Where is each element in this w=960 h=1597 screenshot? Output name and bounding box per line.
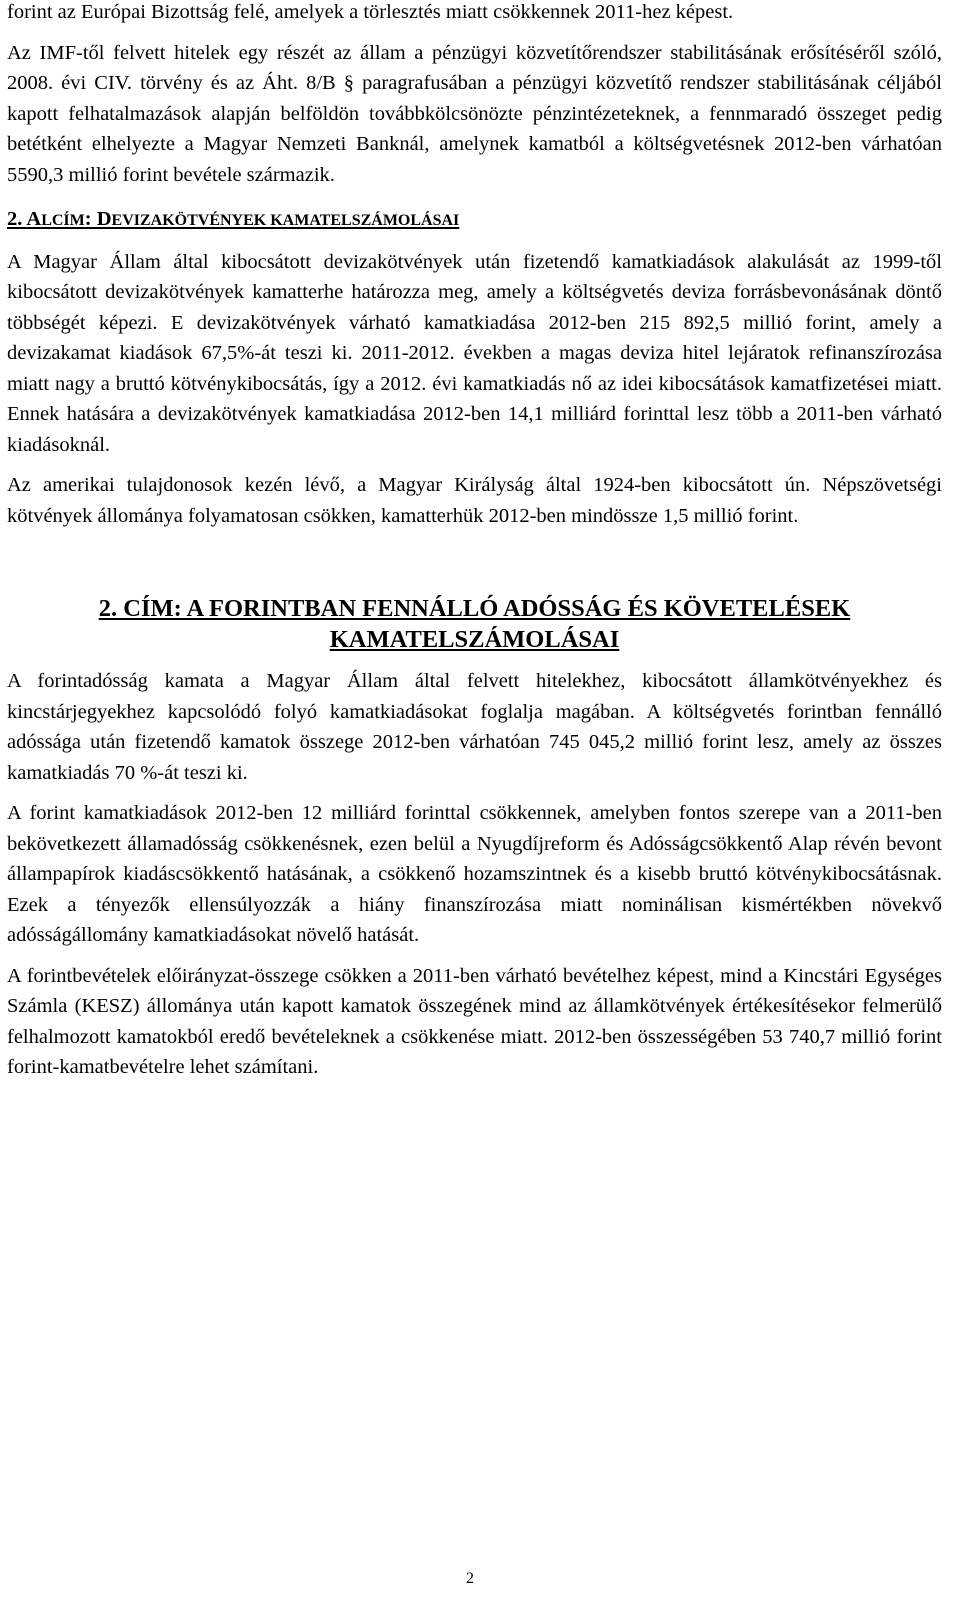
document-page xyxy=(7,0,942,1083)
paragraph-forint-kamatkiadasok: A forint kamatkiadások 2012-ben 12 milliárd forinttal csökkennek, amelyben fontos szerepe van a 2011-ben bekövetkezett államadósság csökkenésnek, ezen belül a Nyugdíjreform és Adósságcsökkentő Alap révén bevont állampapírok kiadáscsökkentő hatásának, a csökkenő hozamszintnek és a kisebb bruttó kötvénykibocsátásnak. Ezek a tényezők ellensúlyozzák a hiány finanszírozása miatt nominálisan kismértékben növekvő adósságállomány kamatkiadásokat növelő hatását. xyxy=(7,802,942,946)
subheading-part-d: : D xyxy=(84,208,112,230)
section-heading xyxy=(7,593,942,655)
subheading-part-lcim: LCÍM xyxy=(41,212,85,229)
paragraph-imf-loans: Az IMF-től felvett hitelek egy részét az állam a pénzügyi közvetítőrendszer stabilitásának erősítéséről szóló, 2008. évi CIV. törvény és az Áht. 8/B § paragrafusában a pénzügyi közvetítő rendszer stabilitásának céljából kapott felhatalmazások alapján belföldön továbbkölcsönözte pénzintézeteknek, a fennmaradó összeget pedig betétként elhelyezte a Magyar Nemzeti Banknál, amelynek kamatból a költségvetésnek 2012-ben várhatóan 5590,3 millió forint bevétele származik. xyxy=(7,41,942,186)
section-heading-line2: KAMATELSZÁMOLÁSAI xyxy=(329,626,620,653)
subheading-devizakotvenyek xyxy=(7,204,942,237)
page-number: 2 xyxy=(466,1570,474,1587)
paragraph-forintbevetelek: A forintbevételek előirányzat-összege csökken a 2011-ben várható bevételhez képest, mind a Kincstári Egységes Számla (KESZ) állománya után kapott kamatok összegének mind az államkötvények értékesítésekor felmerülő felhalmozott kamatokból eredő bevételeknek a csökkenése miatt. 2012-ben összességében 53 740,7 millió forint forint-kamatbevételre lehet számítani. xyxy=(7,964,942,1078)
paragraph-continued: forint az Európai Bizottság felé, amelyek a törlesztés miatt csökkennek 2011-hez képest. xyxy=(7,1,734,23)
section-heading-line1: 2. CÍM: A FORINTBAN FENNÁLLÓ ADÓSSÁG ÉS KÖVETELÉSEK xyxy=(98,595,851,622)
subheading-part-a: A xyxy=(26,208,42,230)
subheading-number: 2. xyxy=(7,208,27,230)
paragraph-nepszovetsegi: Az amerikai tulajdonosok kezén lévő, a Magyar Királyság által 1924-ben kibocsátott ún. Népszövetségi kötvények állománya folyamatosan csökken, kamatterhük 2012-ben mindössze 1,5 millió forint. xyxy=(7,474,942,527)
subheading-part-title: EVIZAKÖTVÉNYEK KAMATELSZÁMOLÁSAI xyxy=(111,212,460,229)
paragraph-forintadossag: A forintadósság kamata a Magyar Állam által felvett hitelekhez, kibocsátott államkötvényekhez és kincstárjegyekhez kapcsolódó folyó kamatkiadásokat foglalja magában. A költségvetés forintban fennálló adóssága után fizetendő kamatok összege 2012-ben várhatóan 745 045,2 millió forint lesz, amely az összes kamatkiadás 70 %-át teszi ki. xyxy=(7,670,942,784)
paragraph-devizakotveny-kamat: A Magyar Állam által kibocsátott devizakötvények után fizetendő kamatkiadások alakulását az 1999-től kibocsátott devizakötvények kamatterhe határozza meg, amely a költségvetés deviza forrásbevonásának döntő többségét képezi. E devizakötvények várható kamatkiadása 2012-ben 215 892,5 millió forint, amely a devizakamat kiadások 67,5%-át teszi ki. 2011-2012. években a magas deviza hitel lejáratok refinanszírozása miatt nagy a bruttó kötvénykibocsátás, így a 2012. évi kamatkiadás nő az idei kibocsátások kamatfizetései miatt. Ennek hatására a devizakötvények kamatkiadása 2012-ben 14,1 milliárd forinttal lesz több a 2011-ben várható kiadásoknál. xyxy=(7,250,942,456)
